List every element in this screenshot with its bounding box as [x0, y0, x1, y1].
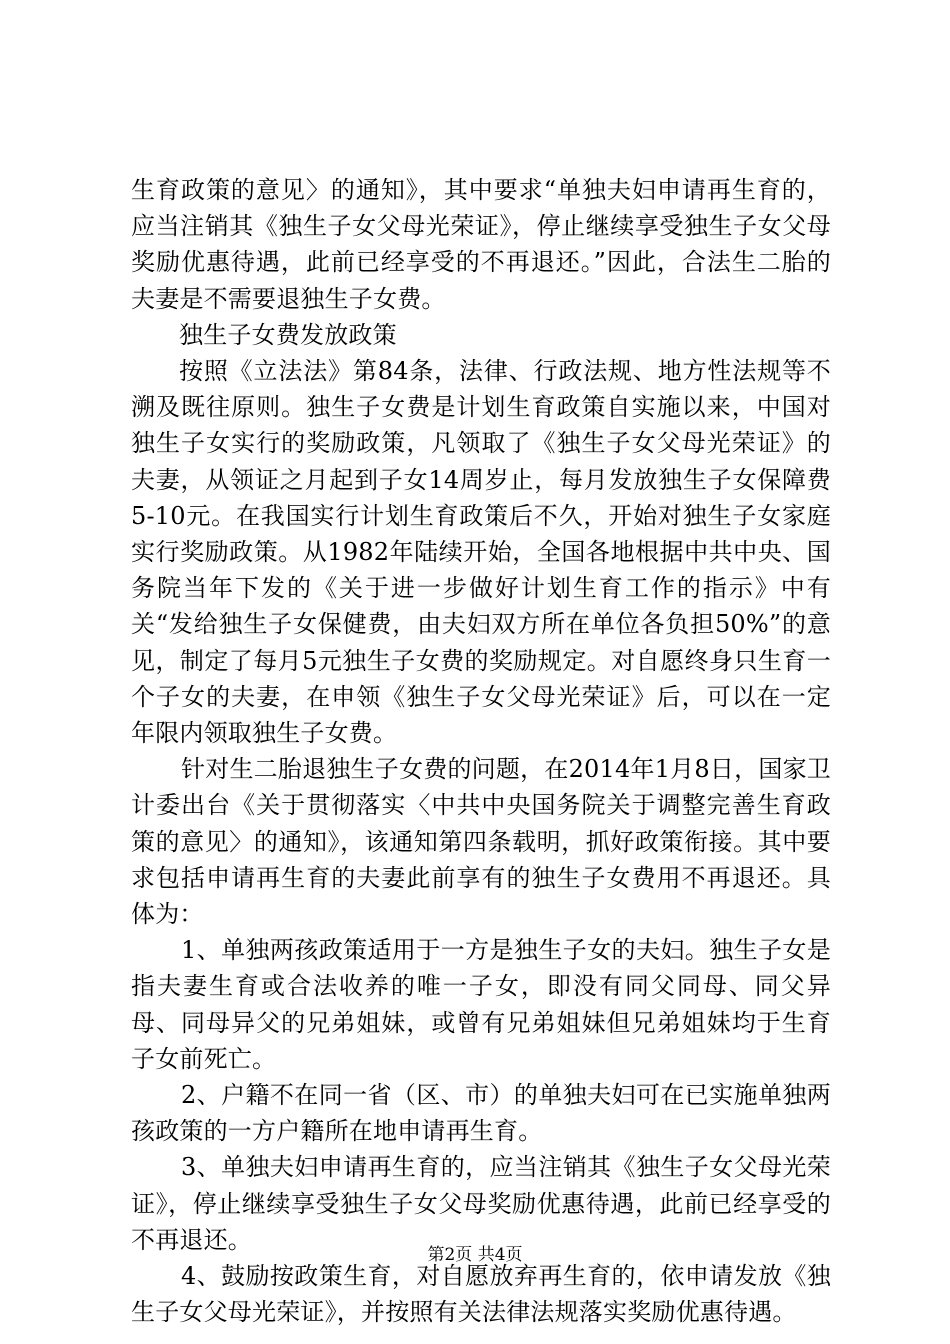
document-body — [131, 172, 831, 1331]
paragraph-policy: 按照《立法法》第84条，法律、行政法规、地方性法规等不溯及既往原则。独生子女费是计划生育政策自实施以来，中国对独生子女实行的奖励政策，凡领取了《独生子女父母光荣证》的夫妻，从领证之月起到子女14周岁止，每月发放独生子女保障费5-10元。在我国实行计划生育政策后不久，开始对独生子女家庭实行奖励政策。从1982年陆续开始，全国各地根据中共中央、国务院当年下发的《关于进一步做好计划生育工作的指示》中有关“发给独生子女保健费，由夫妇双方所在单位各负担50%”的意见，制定了每月5元独生子女费的奖励规定。对自愿终身只生育一个子女的夫妻，在申领《独生子女父母光荣证》后，可以在一定年限内领取独生子女费。 — [131, 357, 831, 748]
paragraph-continuation: 生育政策的意见〉的通知》，其中要求“单独夫妇申请再生育的，应当注销其《独生子女父母光荣证》，停止继续享受独生子女父母奖励优惠待遇，此前已经享受的不再退还。”因此，合法生二胎的夫妻是不需要退独生子女费。 — [131, 176, 831, 313]
page-footer: 第2页 共4页 — [427, 1245, 523, 1265]
list-item-3: 3、单独夫妇申请再生育的，应当注销其《独生子女父母光荣证》，停止继续享受独生子女父母奖励优惠待遇，此前已经享受的不再退还。 — [131, 1153, 831, 1254]
paragraph-second-child: 针对生二胎退独生子女费的问题，在2014年1月8日，国家卫计委出台《关于贯彻落实〈中共中央国务院关于调整完善生育政策的意见〉的通知》，该通知第四条载明，抓好政策衔接。其中要求包括申请再生育的夫妻此前享有的独生子女费用不再退还。具体为： — [131, 755, 831, 929]
section-heading: 独生子女费发放政策 — [179, 320, 397, 349]
list-item-1: 1、单独两孩政策适用于一方是独生子女的夫妇。独生子女是指夫妻生育或合法收养的唯一子女，即没有同父同母、同父异母、同母异父的兄弟姐妹，或曾有兄弟姐妹但兄弟姐妹均于生育子女前死亡。 — [131, 936, 831, 1073]
list-item-4: 4、鼓励按政策生育，对自愿放弃再生育的，依申请发放《独生子女父母光荣证》，并按照有关法律法规落实奖励优惠待遇。 — [131, 1262, 831, 1327]
list-item-2: 2、户籍不在同一省（区、市）的单独夫妇可在已实施单独两孩政策的一方户籍所在地申请再生育。 — [131, 1081, 831, 1146]
